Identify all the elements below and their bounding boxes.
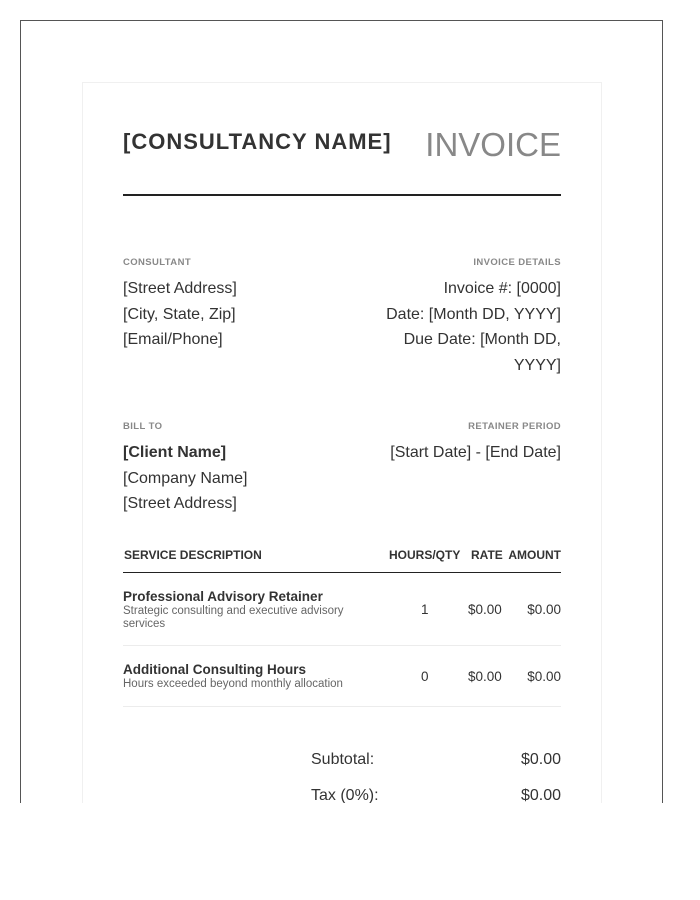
- bill-to-label: BILL TO: [123, 421, 163, 432]
- services-table: [123, 546, 561, 707]
- retainer-period-label: RETAINER PERIOD: [468, 421, 561, 432]
- col-header-hours: HOURS/QTY: [389, 548, 461, 562]
- totals-section: [123, 751, 561, 803]
- invoice-number: Invoice #: [0000]: [443, 280, 561, 297]
- table-row: [123, 646, 561, 707]
- service-qty: 0: [421, 669, 429, 684]
- invoice-due-date: Due Date: [Month DD,: [403, 331, 561, 348]
- invoice-date: Date: [Month DD, YYYY]: [386, 305, 561, 323]
- consultant-contact: [Email/Phone]: [123, 331, 223, 348]
- invoice-title: INVOICE: [425, 126, 561, 163]
- invoice-details-block: [386, 257, 561, 378]
- retainer-period-block: [390, 421, 561, 466]
- company-name: [CONSULTANCY NAME]: [123, 129, 392, 154]
- col-header-description: SERVICE DESCRIPTION: [124, 548, 262, 562]
- service-amount: $0.00: [527, 602, 561, 617]
- service-rate: $0.00: [468, 669, 502, 684]
- col-header-amount: AMOUNT: [508, 548, 561, 562]
- service-description: Strategic consulting and executive advisory services: [123, 605, 344, 630]
- invoice-due-date-cont: YYYY]: [513, 356, 561, 374]
- subtotal-value: $0.00: [520, 751, 561, 768]
- header-divider: [123, 194, 561, 196]
- service-amount: $0.00: [527, 669, 561, 684]
- consultant-street: [Street Address]: [123, 280, 237, 297]
- client-company: [Company Name]: [123, 469, 248, 487]
- col-header-rate: RATE: [471, 548, 503, 562]
- service-qty: 1: [421, 602, 429, 617]
- service-description: Hours exceeded beyond monthly allocation: [123, 678, 343, 690]
- table-header: [123, 546, 561, 573]
- client-name: [Client Name]: [123, 444, 227, 461]
- retainer-period-value: [Start Date] - [End Date]: [390, 444, 561, 461]
- client-street: [Street Address]: [123, 495, 237, 512]
- consultant-city: [City, State, Zip]: [123, 305, 236, 323]
- tax-value: $0.00: [520, 787, 561, 803]
- service-rate: $0.00: [468, 602, 502, 617]
- invoice-header: [123, 126, 561, 169]
- subtotal-row: [123, 751, 561, 787]
- bill-to-block: [123, 421, 248, 517]
- consultant-block: [123, 257, 237, 353]
- tax-label: Tax (0%):: [311, 787, 379, 803]
- consultant-label: CONSULTANT: [123, 257, 192, 268]
- document-viewport: [20, 20, 663, 803]
- table-row: [123, 573, 561, 646]
- subtotal-label: Subtotal:: [311, 751, 375, 768]
- invoice-page: [82, 82, 602, 803]
- tax-row: [123, 787, 561, 803]
- invoice-details-label: INVOICE DETAILS: [473, 257, 561, 268]
- service-title: Additional Consulting Hours: [123, 662, 306, 677]
- service-title: Professional Advisory Retainer: [123, 589, 323, 604]
